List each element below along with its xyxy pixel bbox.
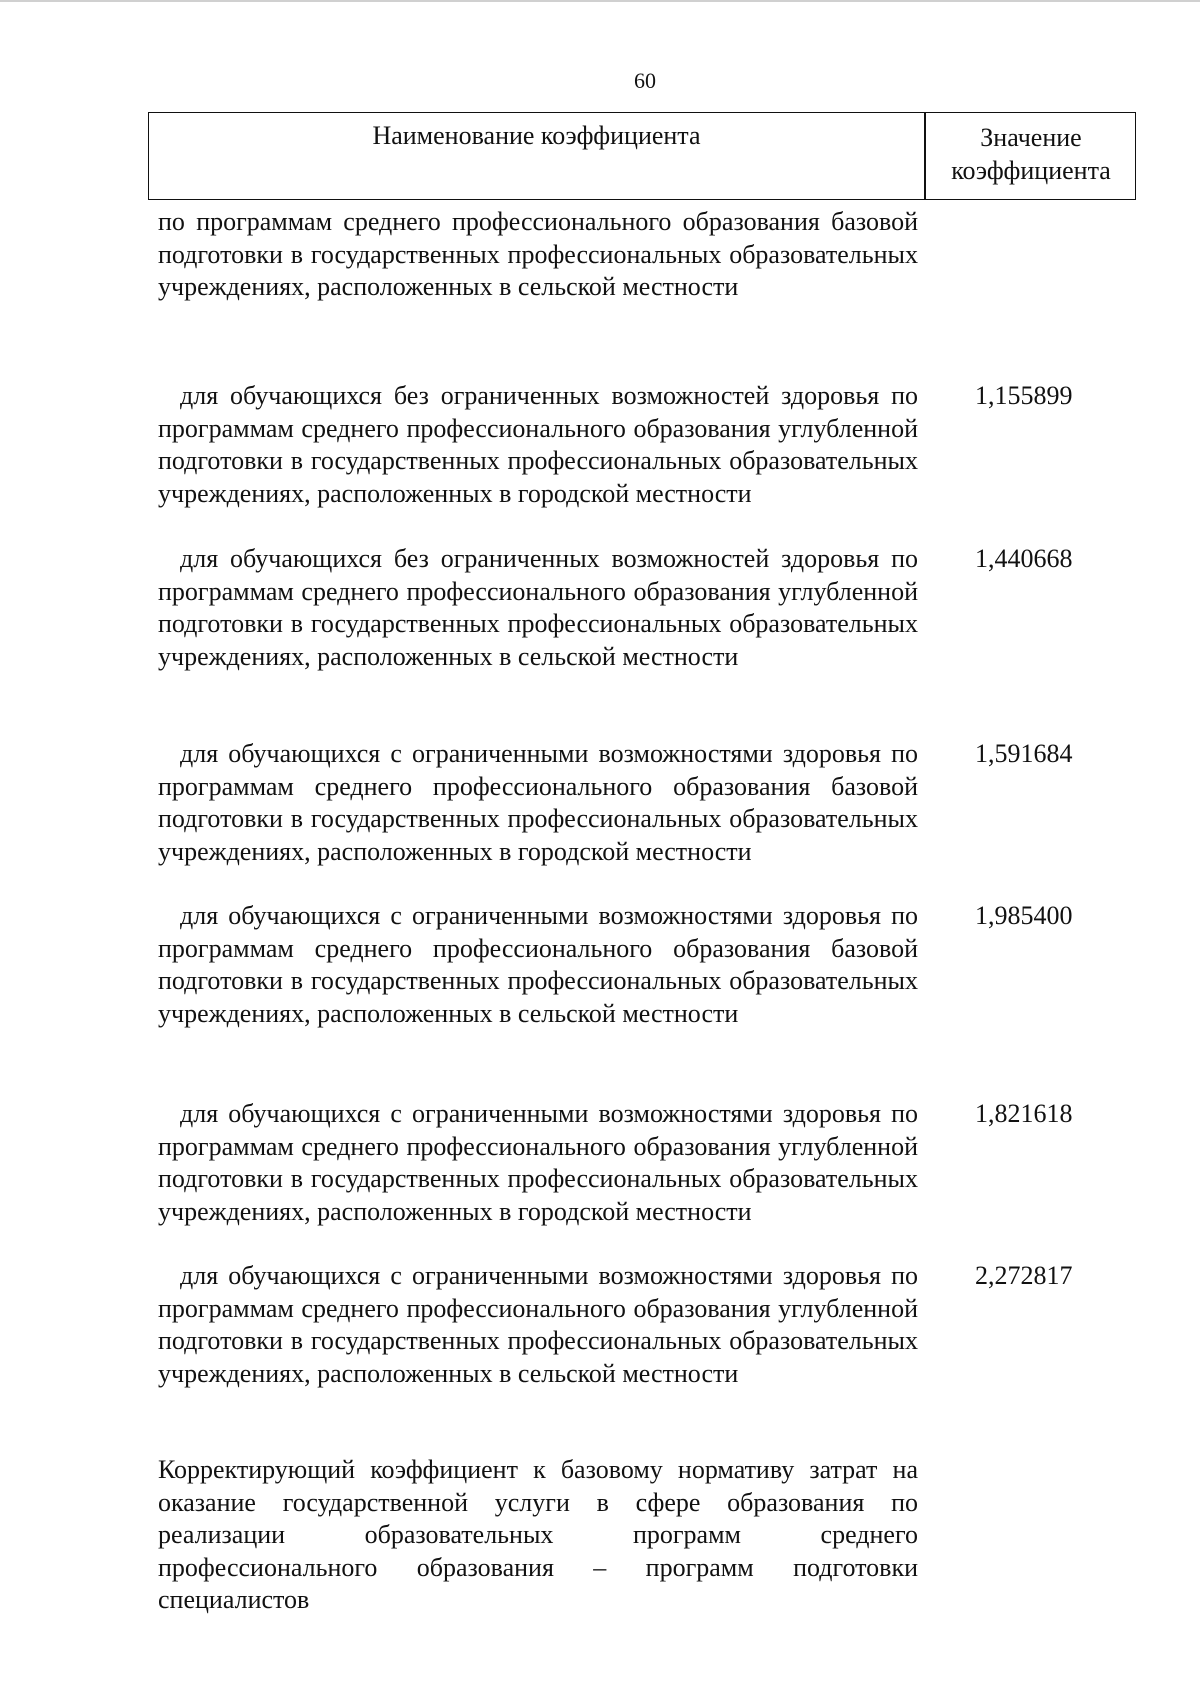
page-number: 60 bbox=[634, 68, 656, 93]
table-header bbox=[148, 112, 1136, 200]
column-header-name: Наименование коэффициента bbox=[372, 121, 701, 150]
page-top-edge bbox=[0, 0, 1200, 2]
row-value: 1,985400 bbox=[975, 901, 1073, 930]
row-description: для обучающихся с ограниченными возможностями здоровья по программам среднего профессионального образования базовой подготовки в государственных профессиональных образовательных учреждениях, расположенных в сельской местности bbox=[158, 901, 918, 1028]
row-description: для обучающихся с ограниченными возможностями здоровья по программам среднего профессионального образования базовой подготовки в государственных профессиональных образовательных учреждениях, расположенных в городской местности bbox=[158, 739, 918, 866]
row-value: 1,591684 bbox=[975, 739, 1073, 768]
column-header-value: Значение коэффициента bbox=[951, 123, 1111, 185]
row-description: для обучающихся без ограниченных возможностей здоровья по программам среднего профессионального образования углубленной подготовки в государственных профессиональных образовательных учреждениях, расположенных в сельской местности bbox=[158, 544, 918, 671]
row-description: для обучающихся без ограниченных возможностей здоровья по программам среднего профессионального образования углубленной подготовки в государственных профессиональных образовательных учреждениях, расположенных в городской местности bbox=[158, 381, 918, 508]
row-description: для обучающихся с ограниченными возможностями здоровья по программам среднего профессионального образования углубленной подготовки в государственных профессиональных образовательных учреждениях, расположенных в городской местности bbox=[158, 1099, 918, 1226]
footer-paragraph: Корректирующий коэффициент к базовому нормативу затрат на оказание государственной услуги в сфере образования по реализации образовательных программ среднего профессионального образования – программ подготовки специалистов bbox=[158, 1455, 918, 1614]
row-value: 1,821618 bbox=[975, 1099, 1073, 1128]
row-value: 1,440668 bbox=[975, 544, 1073, 573]
row-description: по программам среднего профессионального образования базовой подготовки в государственных профессиональных образовательных учреждениях, расположенных в сельской местности bbox=[158, 207, 918, 301]
row-description: для обучающихся с ограниченными возможностями здоровья по программам среднего профессионального образования углубленной подготовки в государственных профессиональных образовательных учреждениях, расположенных в сельской местности bbox=[158, 1261, 918, 1388]
row-value: 2,272817 bbox=[975, 1261, 1073, 1290]
row-value: 1,155899 bbox=[975, 381, 1073, 410]
